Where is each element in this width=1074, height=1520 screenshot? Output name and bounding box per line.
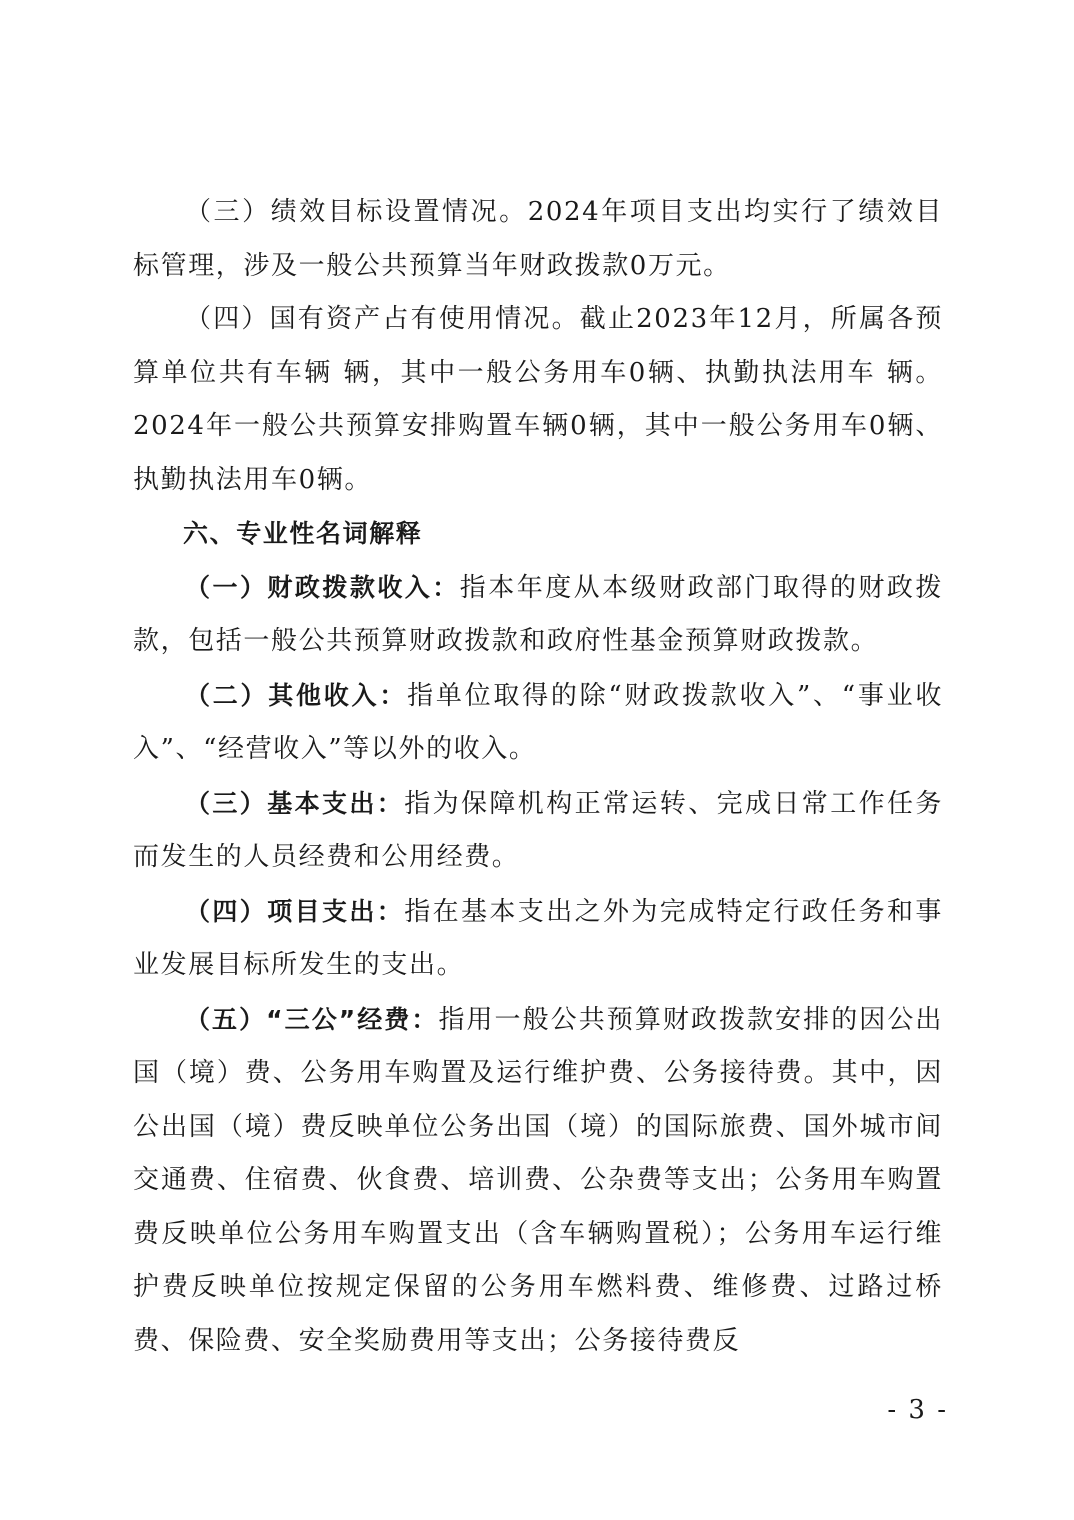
document-body — [133, 186, 943, 1368]
definition-term: （三）基本支出： — [185, 788, 405, 818]
definition-fiscal-appropriation-income — [133, 561, 943, 669]
definition-other-income — [133, 669, 943, 777]
definition-three-public-expenses — [133, 993, 943, 1369]
definition-term: （五）“三公”经费： — [185, 1004, 439, 1034]
definition-body: 指本年度从本级财政部门取得的财政拨款，包括一般公共预算财政拨款和政府性基金预算财政拨款。 — [133, 572, 943, 656]
definition-term: （四）项目支出： — [185, 896, 405, 926]
definition-body: 指在基本支出之外为完成特定行政任务和事业发展目标所发生的支出。 — [133, 896, 943, 980]
paragraph-state-assets: （四）国有资产占有使用情况。截止2023年12月，所属各预算单位共有车辆 辆，其中一般公务用车0辆、执勤执法用车 辆。2024年一般公共预算安排购置车辆0辆，其中一般公务用车0辆、执勤执法用车0辆。 — [133, 304, 943, 495]
definition-body: 指单位取得的除“财政拨款收入”、“事业收入”、“经营收入”等以外的收入。 — [133, 680, 943, 764]
page-number: - 3 - — [887, 1395, 948, 1425]
definition-body: 指用一般公共预算财政拨款安排的因公出国（境）费、公务用车购置及运行维护费、公务接待费。其中，因公出国（境）费反映单位公务出国（境）的国际旅费、国外城市间交通费、住宿费、伙食费、培训费、公杂费等支出；公务用车购置费反映单位公务用车购置支出（含车辆购置税）；公务用车运行维护费反映单位按规定保留的公务用车燃料费、维修费、过路过桥费、保险费、安全奖励费用等支出；公务接待费反 — [133, 1004, 943, 1356]
paragraph-performance-targets: （三）绩效目标设置情况。2024年项目支出均实行了绩效目标管理，涉及一般公共预算当年财政拨款0万元。 — [133, 197, 943, 281]
definition-basic-expenditure — [133, 777, 943, 885]
section-heading-terminology: 六、专业性名词解释 — [183, 519, 423, 548]
definition-project-expenditure — [133, 885, 943, 993]
definition-term: （二）其他收入： — [185, 680, 408, 710]
definition-body: 指为保障机构正常运转、完成日常工作任务而发生的人员经费和公用经费。 — [133, 788, 943, 872]
definition-term: （一）财政拨款收入： — [185, 572, 460, 602]
